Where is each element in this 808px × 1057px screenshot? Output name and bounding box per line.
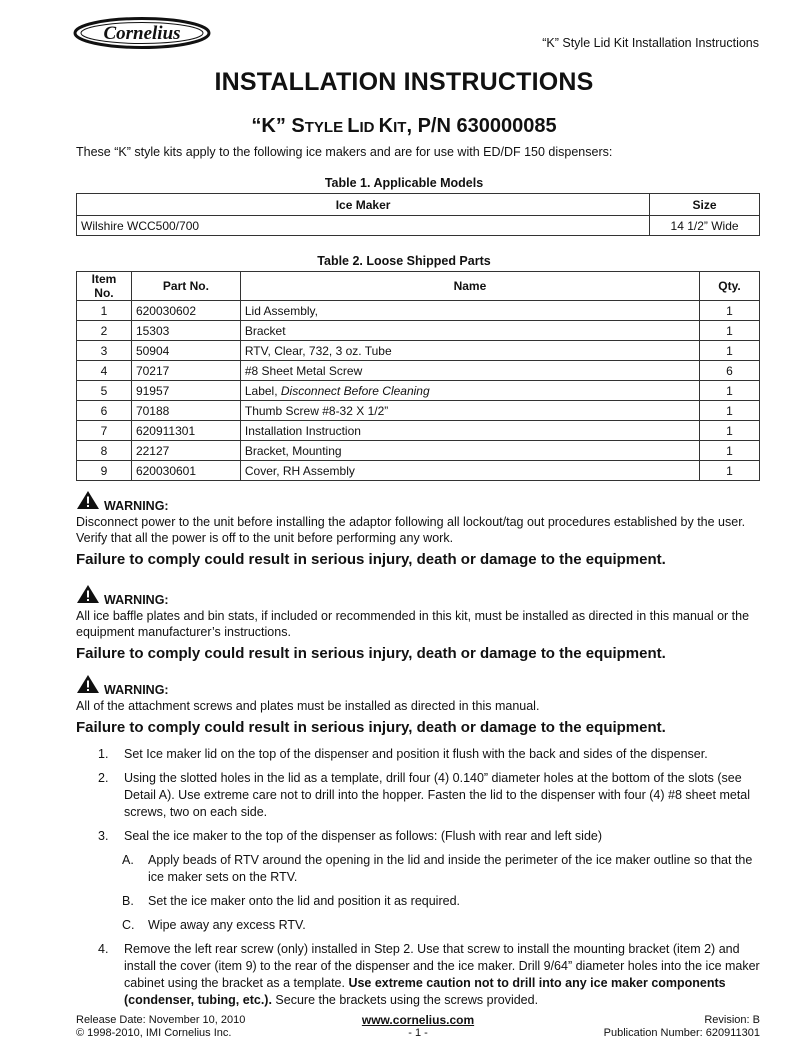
sub-step-item: B. Set the ice maker onto the lid and position it as required. xyxy=(122,894,460,908)
table-cell: 1 xyxy=(700,321,760,341)
step-item: 3. Seal the ice maker to the top of the dispenser as follows: (Flush with rear and left side) xyxy=(98,829,603,843)
table-cell: Bracket xyxy=(240,321,699,341)
table-cell: 3 xyxy=(77,341,132,361)
table-row xyxy=(77,216,760,236)
table-cell: 8 xyxy=(77,441,132,461)
table-cell: 620911301 xyxy=(131,421,240,441)
svg-text:Cornelius: Cornelius xyxy=(103,23,181,44)
table-cell: 91957 xyxy=(131,381,240,401)
sub-step-item: C. Wipe away any excess RTV. xyxy=(122,918,306,932)
table-row xyxy=(77,441,760,461)
column-header: Size xyxy=(650,194,760,216)
table-cell: 1 xyxy=(700,461,760,481)
page-number: - 1 - xyxy=(408,1027,428,1039)
table-cell: #8 Sheet Metal Screw xyxy=(240,361,699,381)
sub-step-item: A. Apply beads of RTV around the opening in the lid and inside the perimeter of the ice maker outline so that the ice maker sets on the RTV. xyxy=(122,853,753,884)
label-italic-text: Disconnect Before Cleaning xyxy=(280,383,430,398)
warning-block xyxy=(76,494,760,568)
website-link[interactable]: www.cornelius.com xyxy=(361,1013,475,1027)
warning-text: Disconnect power to the unit before installing the adaptor following all lockout/tag out procedures established by the user. Verify that all the power is off to the unit before performing any work. xyxy=(76,515,746,545)
table-cell: Installation Instruction xyxy=(240,421,699,441)
cornelius-logo xyxy=(72,16,212,50)
table-cell: Label, Disconnect Before Cleaning xyxy=(240,381,699,401)
table-cell: 620030602 xyxy=(131,301,240,321)
table-cell: 14 1/2” Wide xyxy=(650,216,760,236)
release-date: Release Date: November 10, 2010 xyxy=(76,1014,246,1026)
table-cell: Cover, RH Assembly xyxy=(240,461,699,481)
table-cell: 1 xyxy=(700,381,760,401)
table-row xyxy=(77,421,760,441)
table-cell: 1 xyxy=(700,341,760,361)
table-cell: 6 xyxy=(700,361,760,381)
warning-label: WARNING: xyxy=(104,593,169,607)
column-header: Qty. xyxy=(700,272,760,301)
header-doc-title: “K” Style Lid Kit Installation Instructions xyxy=(542,36,759,50)
warning-block xyxy=(76,588,760,662)
column-header: Name xyxy=(240,272,699,301)
table-row xyxy=(77,321,760,341)
table-cell: 9 xyxy=(77,461,132,481)
table-cell: 5 xyxy=(77,381,132,401)
warning-text: All of the attachment screws and plates must be installed as directed in this manual. xyxy=(76,699,540,713)
warning-consequence: Failure to comply could result in serious injury, death or damage to the equipment. xyxy=(76,551,666,568)
table-cell: 2 xyxy=(77,321,132,341)
table-cell: 70188 xyxy=(131,401,240,421)
step-item: 2. Using the slotted holes in the lid as a template, drill four (4) 0.140” diameter holes at the bottom of the slots (see Detail A). Use extreme care not to drill into the hopper. Fasten the lid to the dispenser with four (4) #8 sheet metal screws, two on each side. xyxy=(98,771,751,819)
table-cell: 4 xyxy=(77,361,132,381)
warning-label: WARNING: xyxy=(104,499,169,513)
column-header: Ice Maker xyxy=(77,194,650,216)
table-cell: 1 xyxy=(700,421,760,441)
publication-number: Publication Number: 620911301 xyxy=(603,1027,760,1039)
table-cell: Lid Assembly, xyxy=(240,301,699,321)
copyright: © 1998-2010, IMI Cornelius Inc. xyxy=(76,1027,232,1039)
column-header: Item No. xyxy=(77,272,132,301)
table-cell: 1 xyxy=(700,441,760,461)
table-cell: 50904 xyxy=(131,341,240,361)
table-cell: 7 xyxy=(77,421,132,441)
table-cell: 15303 xyxy=(131,321,240,341)
applicable-models-table xyxy=(76,193,760,236)
table-cell: 1 xyxy=(700,401,760,421)
warning-text: All ice baffle plates and bin stats, if included or recommended in this kit, must be installed as directed in this manual or the equipment manufacturer’s instructions. xyxy=(76,609,750,639)
table-row xyxy=(77,401,760,421)
warning-block xyxy=(76,678,760,736)
page-subtitle: “K” STYLE LID KIT, P/N 630000085 xyxy=(251,115,557,137)
warning-label: WARNING: xyxy=(104,683,169,697)
instruction-steps xyxy=(76,746,762,1016)
table-cell: Thumb Screw #8-32 X 1/2” xyxy=(240,401,699,421)
table-cell: 1 xyxy=(700,301,760,321)
warning-consequence: Failure to comply could result in serious injury, death or damage to the equipment. xyxy=(76,719,666,736)
table-cell: 6 xyxy=(77,401,132,421)
warning-triangle-icon xyxy=(76,584,100,608)
revision: Revision: B xyxy=(704,1014,760,1026)
table-row xyxy=(77,341,760,361)
table-header-row xyxy=(77,194,760,216)
step-item: 1. Set Ice maker lid on the top of the dispenser and position it flush with the back and sides of the dispenser. xyxy=(98,747,708,761)
table-cell: Bracket, Mounting xyxy=(240,441,699,461)
table-row xyxy=(77,381,760,401)
step-item: 4. Remove the left rear screw (only) installed in Step 2. Use that screw to install the mounting bracket (item 2) and install the cover (item 9) to the rear of the dispenser and the ice maker. Drill 9/64” diameter holes into the ice maker cabinet using the bracket as a template. Use extreme caution not to drill into any ice maker components (condenser, tubing, etc.). Secure the brackets using the screws provided. xyxy=(98,942,760,1007)
table-row xyxy=(77,361,760,381)
table-cell: 1 xyxy=(77,301,132,321)
table-cell: RTV, Clear, 732, 3 oz. Tube xyxy=(240,341,699,361)
intro-text: These “K” style kits apply to the following ice makers and are for use with ED/DF 150 dispensers: xyxy=(76,145,613,159)
warning-consequence: Failure to comply could result in serious injury, death or damage to the equipment. xyxy=(76,645,666,662)
page-title: INSTALLATION INSTRUCTIONS xyxy=(214,68,594,96)
table-cell: 22127 xyxy=(131,441,240,461)
table-cell: 620030601 xyxy=(131,461,240,481)
table2-caption: Table 2. Loose Shipped Parts xyxy=(317,254,491,268)
table1-caption: Table 1. Applicable Models xyxy=(324,176,484,190)
loose-parts-table xyxy=(76,271,760,481)
table-row xyxy=(77,461,760,481)
warning-triangle-icon xyxy=(76,674,100,698)
warning-triangle-icon xyxy=(76,490,100,514)
column-header: Part No. xyxy=(131,272,240,301)
table-cell: 70217 xyxy=(131,361,240,381)
table-header-row xyxy=(77,272,760,301)
table-cell: Wilshire WCC500/700 xyxy=(77,216,650,236)
table-row xyxy=(77,301,760,321)
